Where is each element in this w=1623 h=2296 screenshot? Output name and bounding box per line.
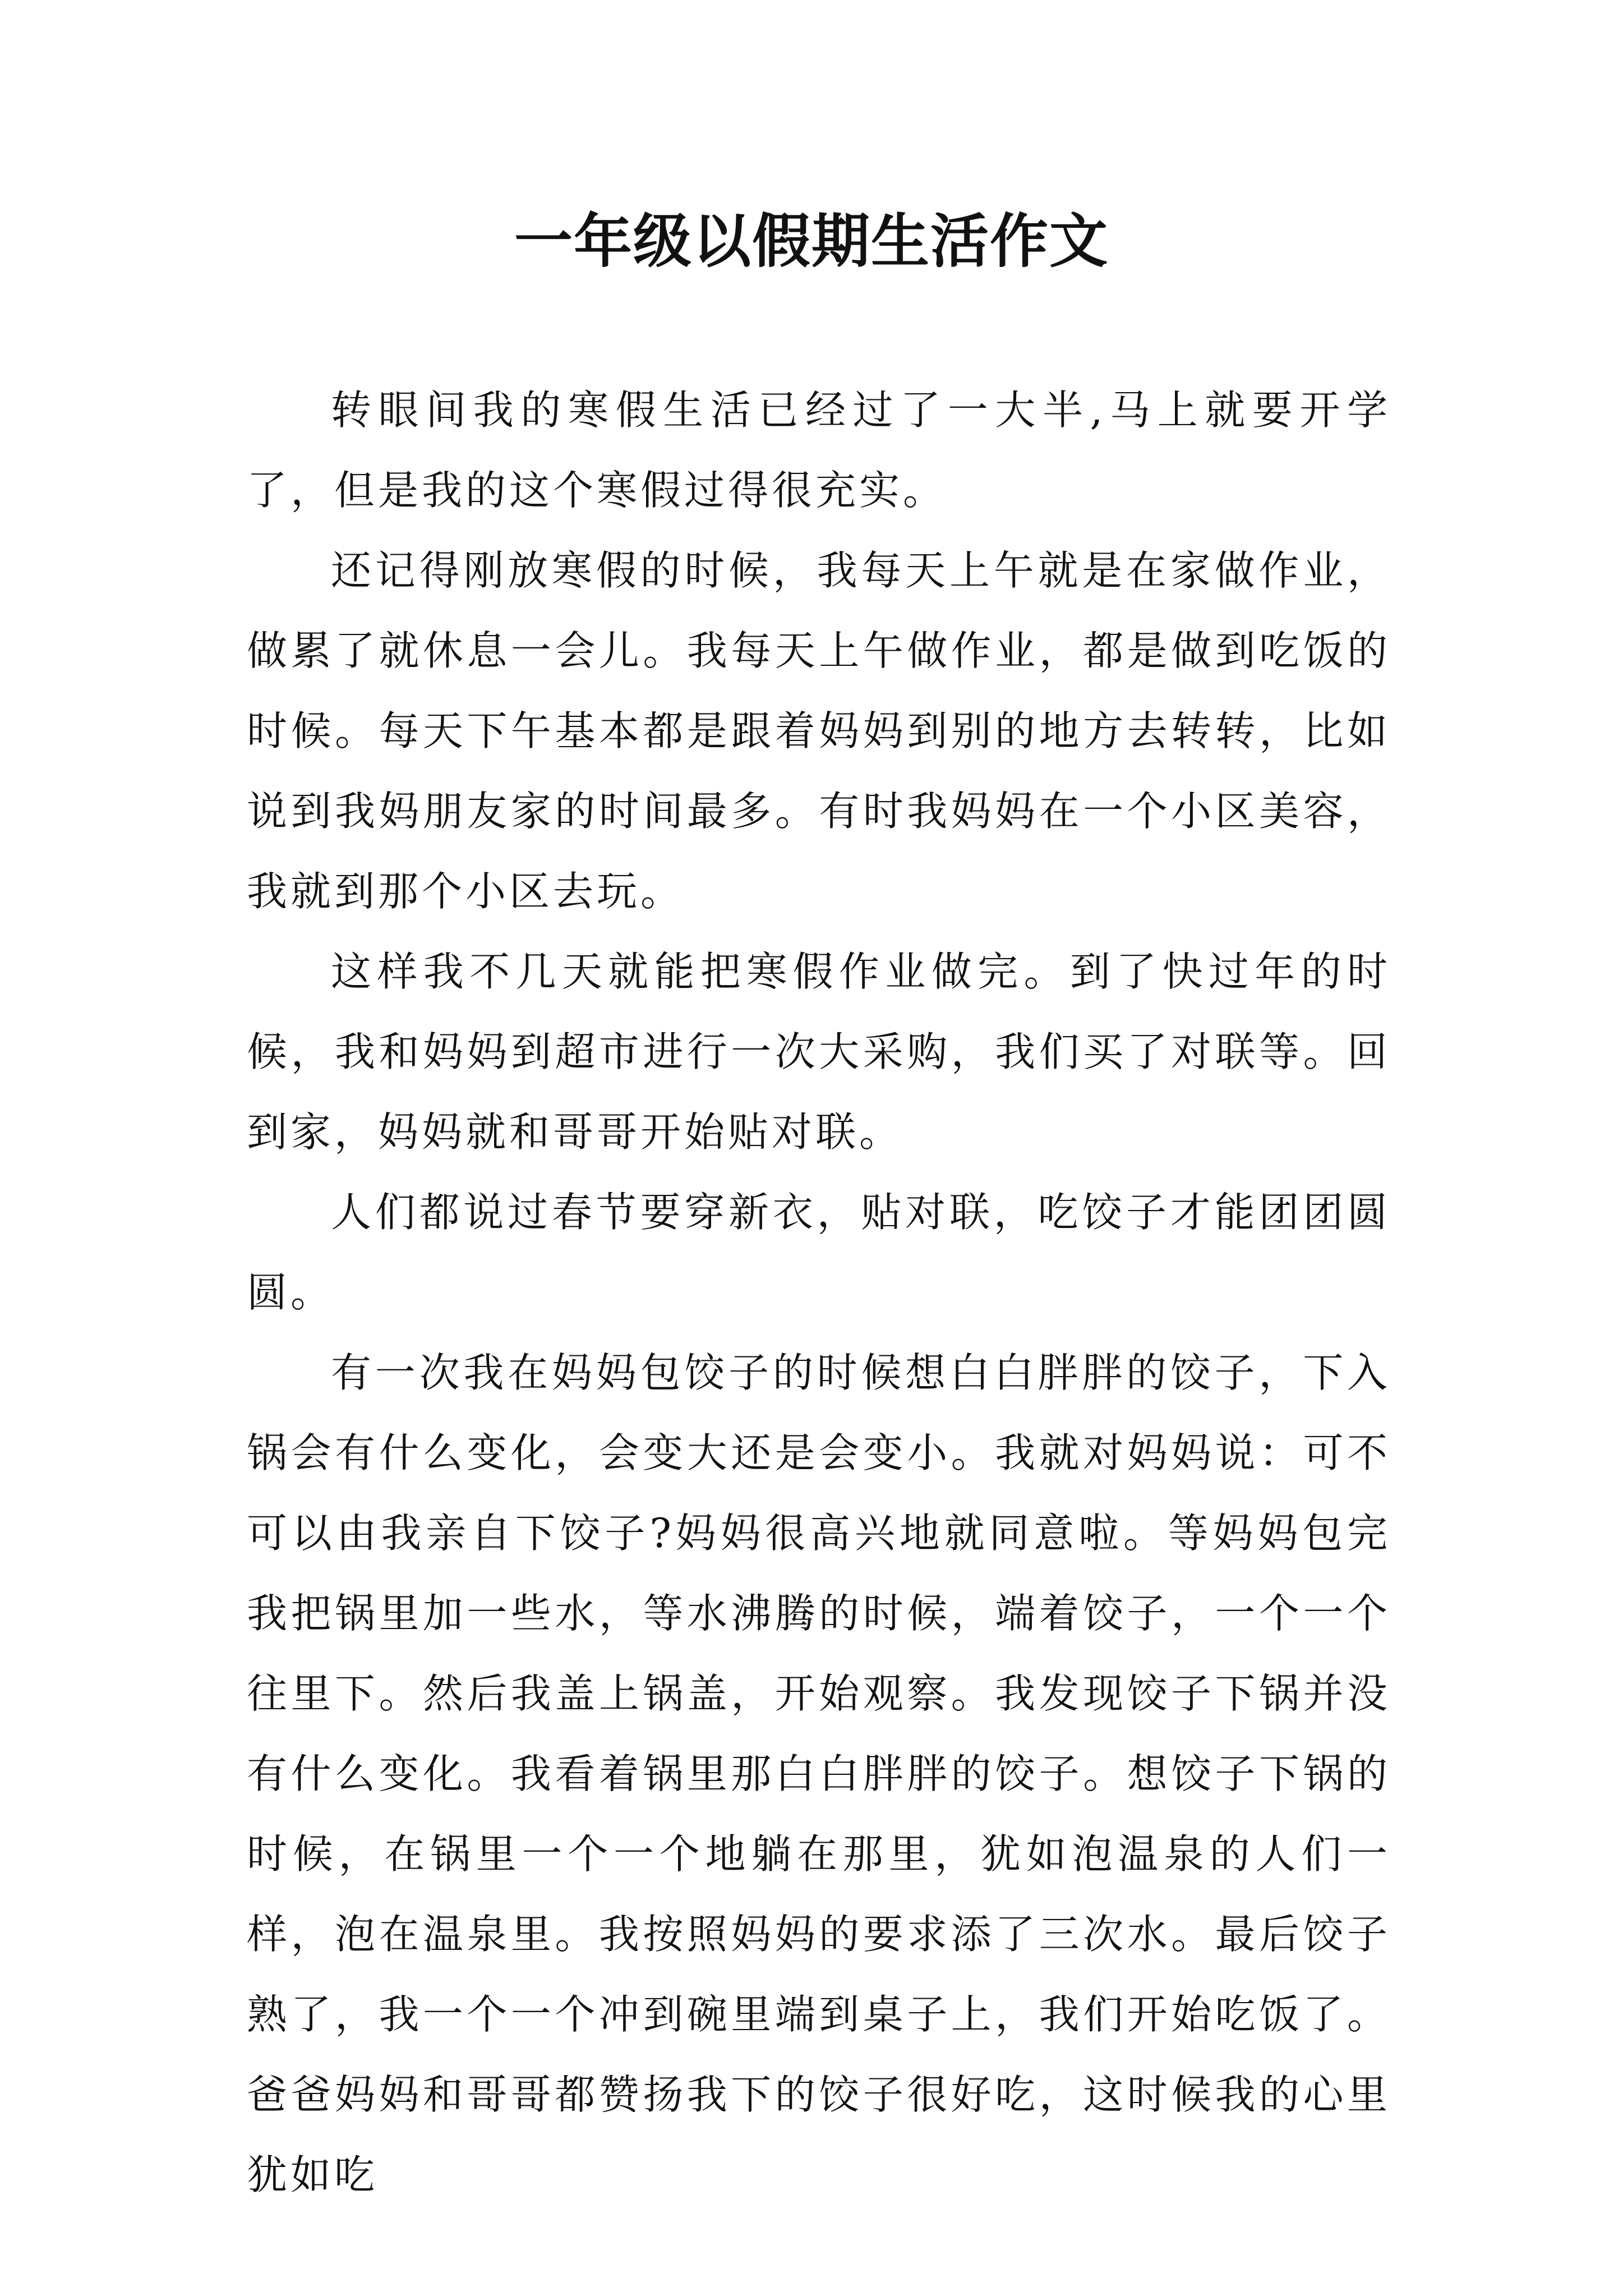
paragraph: 有一次我在妈妈包饺子的时候想白白胖胖的饺子，下入锅会有什么变化，会变大还是会变小。我就对妈妈说：可不可以由我亲自下饺子?妈妈很高兴地就同意啦。等妈妈包完我把锅里加一些水，等水沸腾的时候，端着饺子，一个一个往里下。然后我盖上锅盖，开始观察。我发现饺子下锅并没有什么变化。我看着锅里那白白胖胖的饺子。想饺子下锅的时候，在锅里一个一个地躺在那里，犹如泡温泉的人们一样，泡在温泉里。我按照妈妈的要求添了三次水。最后饺子熟了，我一个一个冲到碗里端到桌子上，我们开始吃饭了。爸爸妈妈和哥哥都赞扬我下的饺子很好吃，这时候我的心里犹如吃 — [247, 1349, 1391, 2198]
paragraph: 这样我不几天就能把寒假作业做完。到了快过年的时候，我和妈妈到超市进行一次大采购，我们买了对联等。回到家，妈妈就和哥哥开始贴对联。 — [247, 948, 1391, 1156]
paragraph: 人们都说过春节要穿新衣，贴对联，吃饺子才能团团圆圆。 — [247, 1189, 1391, 1316]
document-body — [247, 370, 1391, 2215]
paragraph: 转眼间我的寒假生活已经过了一大半,马上就要开学了，但是我的这个寒假过得很充实。 — [247, 386, 1391, 514]
document-title: 一年级以假期生活作文 — [514, 206, 1109, 275]
paragraph: 还记得刚放寒假的时候，我每天上午就是在家做作业，做累了就休息一会儿。我每天上午做作业，都是做到吃饭的时候。每天下午基本都是跟着妈妈到别的地方去转转，比如说到我妈朋友家的时间最多。有时我妈妈在一个小区美容，我就到那个小区去玩。 — [247, 547, 1391, 915]
